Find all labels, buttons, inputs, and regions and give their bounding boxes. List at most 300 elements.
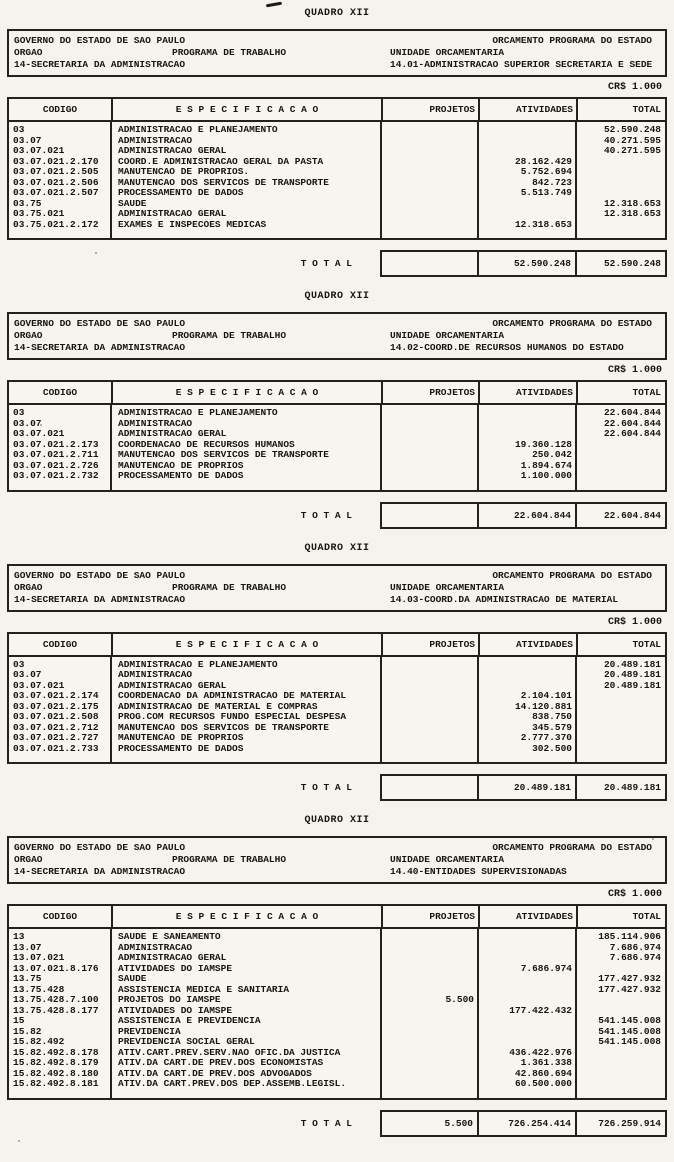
cell-especificacao: MANUTENCAO DOS SERVICOS DE TRANSPORTE (118, 176, 329, 188)
cell-total: 541.145.008 (598, 1036, 661, 1047)
column-header-atividades: ATIVIDADES (478, 99, 576, 120)
cell-projetos (381, 146, 478, 157)
cell-projetos (381, 723, 478, 734)
cell-total: 12.318.653 (603, 208, 661, 219)
orgao-value: 14-SECRETARIA DA ADMINISTRACAO (14, 342, 186, 353)
cell-atividades: 838.750 (532, 711, 572, 722)
cell-atividades: 177.422.432 (509, 1004, 572, 1016)
cell-projetos (381, 1037, 478, 1048)
cell-total (576, 691, 665, 702)
column-divider (575, 929, 577, 1098)
cell-total (576, 723, 665, 734)
column-header-codigo: CODIGO (42, 638, 78, 650)
header-box (7, 836, 667, 884)
cell-especificacao: ATIV.DA CART.DE PREV.DOS ECONOMISTAS (118, 1057, 324, 1068)
cell-code: 03 (13, 658, 25, 670)
table-row (9, 1027, 665, 1038)
cell-projetos (381, 408, 478, 419)
unidade-value: 14.40-ENTIDADES SUPERVISIONADAS (390, 866, 567, 877)
cell-code: 13.75.428 (13, 983, 65, 995)
cell-atividades: 7.686.974 (520, 962, 572, 974)
cell-projetos (381, 702, 478, 713)
cell-code: 03.07.021.2.507 (13, 187, 99, 198)
table-row (9, 995, 665, 1006)
cell-projetos (381, 670, 478, 681)
cell-code: 15.82.492.8.181 (13, 1078, 99, 1089)
orgao-label: ORGAO (14, 330, 43, 341)
cell-projetos (381, 461, 478, 472)
table-row (9, 691, 665, 702)
table-row (9, 450, 665, 461)
cell-projetos (381, 199, 478, 210)
unidade-orcamentaria-label: UNIDADE ORCAMENTARIA (390, 581, 505, 593)
column-divider (380, 122, 382, 238)
cell-atividades (478, 146, 576, 157)
quadro-title: QUADRO XII (304, 8, 370, 19)
cell-code: 03.07.021.2.175 (13, 700, 99, 712)
table-row (9, 964, 665, 975)
cell-projetos (381, 691, 478, 702)
cell-total: 40.271.595 (603, 145, 661, 156)
cell-total (576, 733, 665, 744)
cell-especificacao: ATIVIDADES DO IAMSPE (118, 962, 233, 974)
column-header-projetos: PROJETOS (381, 634, 478, 655)
cell-especificacao: ASSISTENCIA MEDICA E SANITARIA (118, 983, 290, 995)
cell-code: 13.07.021 (13, 952, 65, 963)
table-row (9, 209, 665, 220)
cell-especificacao: ADMINISTRACAO (118, 941, 193, 953)
cell-code: 13.75.428.8.177 (13, 1004, 99, 1016)
cell-especificacao: MANUTENCAO DE PROPRIOS (118, 459, 244, 471)
cell-atividades: 2.777.370 (520, 732, 572, 743)
table-row (9, 1006, 665, 1017)
cell-especificacao: ATIV.CART.PREV.SERV.NAO OFIC.DA JUSTICA (118, 1046, 341, 1058)
cell-atividades (478, 953, 576, 964)
cell-total (576, 995, 665, 1006)
column-header-projetos: PROJETOS (381, 906, 478, 927)
cell-total (576, 1079, 665, 1090)
cell-total (576, 167, 665, 178)
cell-atividades: 2.104.101 (520, 690, 572, 701)
column-divider (110, 122, 112, 238)
column-header-projetos: PROJETOS (381, 99, 478, 120)
cell-code: 13.75 (13, 973, 42, 984)
unidade-value: 14.01-ADMINISTRACAO SUPERIOR SECRETARIA E SEDE (390, 59, 653, 70)
total-box (380, 1110, 667, 1137)
cell-atividades (478, 125, 576, 136)
column-header-especificacao: E S P E C I F I C A C A O (111, 634, 381, 655)
total-label: T O T A L (300, 258, 352, 269)
cell-atividades: 42.860.694 (514, 1067, 572, 1079)
cell-especificacao: MANUTENCAO DE PROPRIOS. (118, 166, 250, 177)
cell-atividades (478, 199, 576, 210)
table-header-row (9, 99, 665, 122)
currency-note: CR$ 1.000 (607, 616, 662, 628)
cell-total: 177.427.932 (598, 983, 661, 995)
column-header-total: TOTAL (576, 906, 665, 927)
cell-code: 03.75.021 (13, 208, 65, 219)
cell-especificacao: COORDENACAO DA ADMINISTRACAO DE MATERIAL (118, 690, 347, 701)
header-line-2 (14, 47, 660, 59)
cell-code: 03.07.021.2.170 (13, 155, 99, 167)
cell-projetos (381, 1006, 478, 1017)
cell-total: 22.604.844 (603, 428, 661, 439)
unidade-value: 14.03-COORD.DA ADMINISTRACAO DE MATERIAL (390, 593, 619, 605)
cell-total (576, 1069, 665, 1080)
cell-total (576, 471, 665, 482)
cell-atividades (478, 1016, 576, 1027)
cell-especificacao: MANUTENCAO DOS SERVICOS DE TRANSPORTE (118, 721, 329, 733)
quadro-title: QUADRO XII (304, 291, 370, 302)
cell-code: 15.82.492 (13, 1036, 65, 1047)
unidade-value: 14.02-COORD.DE RECURSOS HUMANOS DO ESTADO (390, 342, 624, 353)
column-divider (110, 929, 112, 1098)
cell-code: 03.07.021 (13, 428, 65, 439)
cell-projetos (381, 1079, 478, 1090)
scan-speck (652, 838, 654, 840)
table-body (9, 405, 665, 490)
cell-atividades (478, 209, 576, 220)
cell-especificacao: SAUDE (118, 197, 147, 209)
total-projetos-value (382, 776, 477, 799)
budget-section (0, 815, 674, 1137)
cell-projetos (381, 167, 478, 178)
cell-code: 03.07 (13, 669, 42, 680)
header-box (7, 564, 667, 612)
cell-projetos (381, 220, 478, 231)
total-label: T O T A L (300, 782, 352, 793)
cell-atividades (478, 985, 576, 996)
sections-container (0, 8, 674, 1137)
table-row (9, 167, 665, 178)
budget-table (7, 904, 667, 1100)
cell-especificacao: ADMINISTRACAO DE MATERIAL E COMPRAS (118, 700, 318, 712)
cell-projetos (381, 1069, 478, 1080)
cell-code: 03.07 (13, 417, 42, 429)
cell-projetos (381, 1027, 478, 1038)
cell-projetos (381, 1016, 478, 1027)
cell-projetos (381, 974, 478, 985)
cell-code: 13.07 (13, 941, 42, 953)
table-row (9, 136, 665, 147)
header-line-1 (14, 842, 660, 854)
government-label: GOVERNO DO ESTADO DE SAO PAULO (14, 318, 186, 329)
program-title-label: ORCAMENTO PROGRAMA DO ESTADO (492, 35, 652, 46)
cell-projetos (381, 419, 478, 430)
table-body (9, 657, 665, 763)
cell-atividades: 250.042 (532, 449, 572, 460)
column-header-especificacao: E S P E C I F I C A C A O (111, 382, 381, 403)
cell-atividades: 1.361.338 (520, 1057, 572, 1068)
total-total-value: 20.489.181 (575, 776, 665, 799)
programa-de-trabalho-label: PROGRAMA DE TRABALHO (172, 47, 287, 58)
column-divider (380, 929, 382, 1098)
cell-projetos (381, 125, 478, 136)
header-line-3 (14, 866, 660, 878)
cell-projetos (381, 1058, 478, 1069)
cell-projetos (381, 429, 478, 440)
total-label: T O T A L (300, 1117, 352, 1129)
cell-total: 541.145.008 (598, 1015, 661, 1026)
cell-especificacao: ADMINISTRACAO GERAL (118, 428, 227, 439)
cell-total (576, 188, 665, 199)
column-header-projetos: PROJETOS (381, 382, 478, 403)
cell-total: 40.271.595 (603, 134, 661, 146)
header-line-3 (14, 594, 660, 606)
total-total-value: 726.259.914 (575, 1112, 665, 1135)
cell-atividades: 1.894.674 (520, 459, 572, 471)
table-row (9, 429, 665, 440)
cell-atividades: 14.120.881 (514, 700, 572, 712)
column-divider (575, 405, 577, 490)
cell-projetos (381, 733, 478, 744)
cell-atividades (478, 995, 576, 1006)
column-header-atividades: ATIVIDADES (478, 634, 576, 655)
orgao-label: ORGAO (14, 47, 43, 58)
column-divider (110, 657, 112, 763)
cell-projetos (381, 178, 478, 189)
budget-table (7, 632, 667, 765)
cell-total: 20.489.181 (603, 669, 661, 680)
table-row (9, 419, 665, 430)
column-divider (477, 122, 479, 238)
cell-code: 13.07.021.8.176 (13, 962, 99, 974)
cell-atividades (478, 974, 576, 985)
cell-especificacao: ATIV.DA CART.PREV.DOS DEP.ASSEMB.LEGISL. (118, 1078, 347, 1089)
total-projetos-value (382, 252, 477, 275)
cell-total (576, 1058, 665, 1069)
cell-projetos (381, 450, 478, 461)
total-box (380, 502, 667, 529)
cell-total (576, 744, 665, 755)
cell-atividades: 436.422.976 (509, 1046, 572, 1058)
cell-especificacao: COORDENACAO DE RECURSOS HUMANOS (118, 438, 295, 450)
table-body (9, 122, 665, 238)
total-total-value: 22.604.844 (575, 504, 665, 527)
cell-code: 13 (13, 931, 25, 942)
cell-total (576, 1048, 665, 1059)
cell-total (576, 702, 665, 713)
orgao-label: ORGAO (14, 581, 43, 593)
cell-atividades (478, 1027, 576, 1038)
program-title-label: ORCAMENTO PROGRAMA DO ESTADO (492, 842, 652, 853)
header-box (7, 29, 667, 77)
header-line-1 (14, 570, 660, 582)
cell-atividades (478, 136, 576, 147)
cell-total: 20.489.181 (603, 679, 661, 691)
cell-code: 03 (13, 407, 25, 418)
column-divider (380, 657, 382, 763)
table-row (9, 744, 665, 755)
cell-atividades (478, 932, 576, 943)
total-box (380, 774, 667, 801)
table-header-row (9, 906, 665, 929)
cell-especificacao: SAUDE (118, 973, 147, 984)
total-box (380, 250, 667, 277)
header-line-2 (14, 854, 660, 866)
header-line-1 (14, 318, 660, 330)
cell-total (576, 461, 665, 472)
header-line-2 (14, 582, 660, 594)
column-header-especificacao: E S P E C I F I C A C A O (111, 906, 381, 927)
cell-total (576, 712, 665, 723)
cell-code: 03.07.021.2.712 (13, 721, 99, 733)
cell-atividades: 28.162.429 (514, 155, 572, 167)
cell-code: 03.07.021.2.733 (13, 742, 99, 754)
table-row (9, 1079, 665, 1090)
unidade-orcamentaria-label: UNIDADE ORCAMENTARIA (390, 854, 505, 865)
cell-especificacao: ADMINISTRACAO E PLANEJAMENTO (118, 407, 278, 418)
cell-projetos (381, 964, 478, 975)
cell-especificacao: PROCESSAMENTO DE DADOS (118, 742, 244, 754)
table-row (9, 733, 665, 744)
programa-de-trabalho-label: PROGRAMA DE TRABALHO (172, 854, 287, 865)
cell-projetos (381, 932, 478, 943)
cell-especificacao: MANUTENCAO DOS SERVICOS DE TRANSPORTE (118, 449, 329, 460)
cell-code: 03 (13, 124, 25, 135)
cell-code: 03.07.021.2.173 (13, 438, 99, 450)
cell-atividades (478, 408, 576, 419)
cell-total: 22.604.844 (603, 407, 661, 418)
cell-code: 03.75 (13, 197, 42, 209)
cell-code: 03.07.021.2.711 (13, 449, 99, 460)
cell-total (576, 178, 665, 189)
budget-section (0, 8, 674, 277)
total-row (7, 250, 667, 277)
table-row (9, 220, 665, 231)
cell-atividades (478, 1037, 576, 1048)
cell-especificacao: ADMINISTRACAO GERAL (118, 208, 227, 219)
total-projetos-value (382, 504, 477, 527)
column-header-total: TOTAL (576, 99, 665, 120)
government-label: GOVERNO DO ESTADO DE SAO PAULO (14, 35, 186, 46)
cell-atividades (478, 660, 576, 671)
cell-especificacao: ADMINISTRACAO GERAL (118, 952, 227, 963)
currency-note: CR$ 1.000 (607, 82, 662, 93)
header-line-2 (14, 330, 660, 342)
table-row (9, 974, 665, 985)
table-row (9, 953, 665, 964)
cell-atividades: 1.100.000 (520, 470, 572, 481)
orgao-value: 14-SECRETARIA DA ADMINISTRACAO (14, 593, 186, 605)
cell-projetos (381, 157, 478, 168)
cell-projetos (381, 744, 478, 755)
cell-projetos (381, 660, 478, 671)
currency-note: CR$ 1.000 (607, 889, 662, 900)
cell-code: 15.82.492.8.178 (13, 1046, 99, 1058)
cell-especificacao: PREVIDENCIA SOCIAL GERAL (118, 1036, 255, 1047)
cell-especificacao: ADMINISTRACAO E PLANEJAMENTO (118, 124, 278, 135)
column-header-especificacao: E S P E C I F I C A C A O (111, 99, 381, 120)
cell-especificacao: PROJETOS DO IAMSPE (118, 994, 221, 1005)
cell-total: 185.114.906 (598, 931, 661, 942)
cell-code: 03.75.021.2.172 (13, 218, 99, 230)
column-divider (380, 405, 382, 490)
currency-note: CR$ 1.000 (607, 365, 662, 376)
cell-code: 15.82 (13, 1025, 42, 1037)
cell-code: 03.07.021.2.726 (13, 459, 99, 471)
cell-code: 15.82.492.8.180 (13, 1067, 99, 1079)
cell-projetos: 5.500 (445, 994, 474, 1005)
cell-especificacao: ADMINISTRACAO (118, 417, 193, 429)
column-divider (110, 405, 112, 490)
quadro-title: QUADRO XII (304, 542, 370, 554)
cell-code: 03.07.021.2.505 (13, 166, 99, 177)
column-divider (575, 122, 577, 238)
table-row (9, 932, 665, 943)
table-row (9, 408, 665, 419)
cell-code: 15 (13, 1015, 25, 1026)
cell-projetos (381, 943, 478, 954)
column-header-codigo: CODIGO (42, 104, 78, 115)
table-row (9, 1037, 665, 1048)
scan-speck (95, 252, 97, 254)
cell-atividades (478, 419, 576, 430)
cell-especificacao: PROG.COM RECURSOS FUNDO ESPECIAL DESPESA (118, 711, 347, 722)
cell-code: 03.07.021.2.174 (13, 690, 99, 701)
table-row (9, 712, 665, 723)
unidade-orcamentaria-label: UNIDADE ORCAMENTARIA (390, 330, 505, 341)
cell-projetos (381, 681, 478, 692)
cell-atividades: 302.500 (532, 742, 572, 754)
column-header-codigo: CODIGO (42, 387, 78, 398)
cell-atividades (478, 670, 576, 681)
table-header-row (9, 634, 665, 657)
cell-total (576, 440, 665, 451)
programa-de-trabalho-label: PROGRAMA DE TRABALHO (172, 330, 287, 341)
scan-speck (18, 1140, 20, 1142)
cell-code: 03.07.021.2.506 (13, 176, 99, 188)
cell-especificacao: PROCESSAMENTO DE DADOS (118, 470, 244, 481)
cell-especificacao: ASSISTENCIA E PREVIDENCIA (118, 1015, 261, 1026)
cell-especificacao: ADMINISTRACAO GERAL (118, 679, 227, 691)
cell-atividades: 60.500.000 (514, 1078, 572, 1089)
cell-atividades: 5.513.749 (520, 187, 572, 198)
budget-table (7, 97, 667, 240)
table-row (9, 943, 665, 954)
table-header-row (9, 382, 665, 405)
column-divider (477, 405, 479, 490)
table-row (9, 985, 665, 996)
total-row (7, 1110, 667, 1137)
header-box (7, 312, 667, 360)
cell-code: 15.82.492.8.179 (13, 1057, 99, 1068)
column-header-total: TOTAL (576, 382, 665, 403)
cell-code: 03.07 (13, 134, 42, 146)
total-atividades-value: 20.489.181 (477, 776, 575, 799)
table-row (9, 1058, 665, 1069)
cell-total: 541.145.008 (598, 1025, 661, 1037)
cell-especificacao: ADMINISTRACAO (118, 134, 193, 146)
budget-table (7, 380, 667, 492)
cell-total: 7.686.974 (609, 941, 661, 953)
table-row (9, 471, 665, 482)
cell-total: 7.686.974 (609, 952, 661, 963)
cell-total (576, 220, 665, 231)
cell-especificacao: MANUTENCAO DE PROPRIOS (118, 732, 244, 743)
cell-code: 13.75.428.7.100 (13, 994, 99, 1005)
total-total-value: 52.590.248 (575, 252, 665, 275)
cell-atividades: 5.752.694 (520, 166, 572, 177)
budget-section (0, 543, 674, 802)
cell-total: 52.590.248 (603, 124, 661, 135)
cell-atividades: 12.318.653 (514, 218, 572, 230)
cell-atividades (478, 943, 576, 954)
table-row (9, 188, 665, 199)
cell-especificacao: ATIV.DA CART.DE PREV.DOS ADVOGADOS (118, 1067, 312, 1079)
cell-especificacao: ADMINISTRACAO E PLANEJAMENTO (118, 658, 278, 670)
programa-de-trabalho-label: PROGRAMA DE TRABALHO (172, 581, 287, 593)
